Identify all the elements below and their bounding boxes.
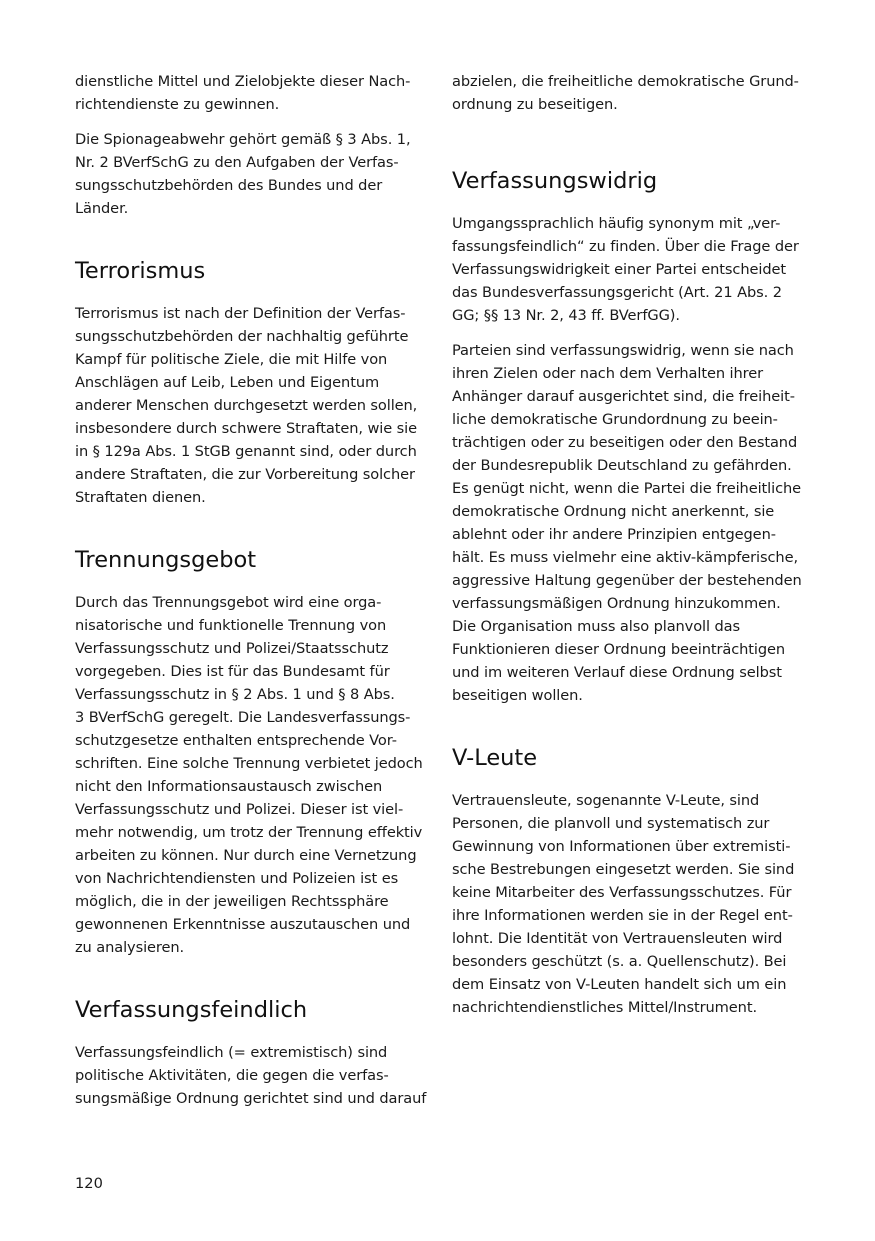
paragraph-verfassungswidrig-2: Parteien sind verfassungswidrig, wenn sie nach ihren Zielen oder nach dem Verhalten ihrer Anhänger darauf ausgerichtet sind, die freiheit- liche demokratische Grundordnung zu beein- trächtigen oder zu beseitigen oder den Bestand der Bundesrepublik Deutschland zu gefährden. Es genügt nicht, wenn die Partei die freiheitliche demokratische Ordnung nicht anerkennt, sie ablehnt oder ihr andere Prinzipien entgegen- hält. Es muss vielmehr eine aktiv-kämpferische, aggressive Haltung gegenüber der bestehenden verfassungsmäßigen Ordnung hinzukommen. Die Organisation muss also planvoll das Funktionieren dieser Ordnung beeinträchtigen und im weiteren Verlauf diese Ordnung selbst beseitigen wollen. <box>452 342 802 704</box>
paragraph-verfassungswidrig-1: Umgangssprachlich häufig synonym mit „ver- fassungsfeindlich“ zu finden. Über die Frage der Verfassungswidrigkeit einer Partei entscheidet das Bundesverfassungsgericht (Art. 21 Abs. 2 GG; §§ 13 Nr. 2, 43 ff. BVerfGG). <box>452 215 799 324</box>
paragraph-verfassungsfeindlich-continued: abzielen, die freiheitliche demokratische Grund- ordnung zu beseitigen. <box>452 73 799 113</box>
page-number: 120 <box>75 1175 103 1192</box>
right-column <box>452 70 804 1031</box>
left-column <box>75 70 427 1122</box>
paragraph-spionageabwehr: Die Spionageabwehr gehört gemäß § 3 Abs. 1, Nr. 2 BVerfSchG zu den Aufgaben der Verfas- sungsschutzbehörden des Bundes und der Länder. <box>75 131 411 217</box>
paragraph-trennungsgebot: Durch das Trennungsgebot wird eine orga- nisatorische und funktionelle Trennung von Verfassungsschutz und Polizei/Staatsschutz vorgegeben. Dies ist für das Bundesamt für Verfassungsschutz in § 2 Abs. 1 und § 8 Abs. 3 BVerfSchG geregelt. Die Landesverfassungs- schutzgesetze enthalten entsprechende Vor- schriften. Eine solche Trennung verbietet jedoch nicht den Informationsaustausch zwischen Verfassungsschutz und Polizei. Dieser ist viel- mehr notwendig, um trotz der Trennung effektiv arbeiten zu können. Nur durch eine Vernetzung von Nachrichtendiensten und Polizeien ist es möglich, die in der jeweiligen Rechtssphäre gewonnenen Erkenntnisse auszutauschen und zu analysieren. <box>75 594 423 956</box>
heading-terrorismus: Terrorismus <box>75 258 206 284</box>
heading-verfassungsfeindlich: Verfassungsfeindlich <box>75 997 308 1023</box>
paragraph-terrorismus: Terrorismus ist nach der Definition der Verfas- sungsschutzbehörden der nachhaltig geführte Kampf für politische Ziele, die mit Hilfe von Anschlägen auf Leib, Leben und Eigentum anderer Menschen durchgesetzt werden sollen, insbesondere durch schwere Straftaten, wie sie in § 129a Abs. 1 StGB genannt sind, oder durch andere Straftaten, die zur Vorbereitung solcher Straftaten dienen. <box>75 305 418 506</box>
heading-verfassungswidrig: Verfassungswidrig <box>452 168 658 194</box>
paragraph-v-leute: Vertrauensleute, sogenannte V-Leute, sind Personen, die planvoll und systematisch zur Gewinnung von Informationen über extremisti- sche Bestrebungen eingesetzt werden. Sie sind keine Mitarbeiter des Verfassungsschutzes. Für ihre Informationen werden sie in der Regel ent- lohnt. Die Identität von Vertrauensleuten wird besonders geschützt (s. a. Quellenschutz). Bei dem Einsatz von V-Leuten handelt sich um ein nachrichtendienstliches Mittel/Instrument. <box>452 792 795 1016</box>
paragraph-spionage-intro: dienstliche Mittel und Zielobjekte dieser Nach- richtendienste zu gewinnen. <box>75 73 411 113</box>
heading-v-leute: V-Leute <box>452 745 538 771</box>
heading-trennungsgebot: Trennungsgebot <box>75 547 257 573</box>
paragraph-verfassungsfeindlich: Verfassungsfeindlich (= extremistisch) sind politische Aktivitäten, die gegen die verfas- sungsmäßige Ordnung gerichtet sind und darauf <box>75 1044 427 1107</box>
